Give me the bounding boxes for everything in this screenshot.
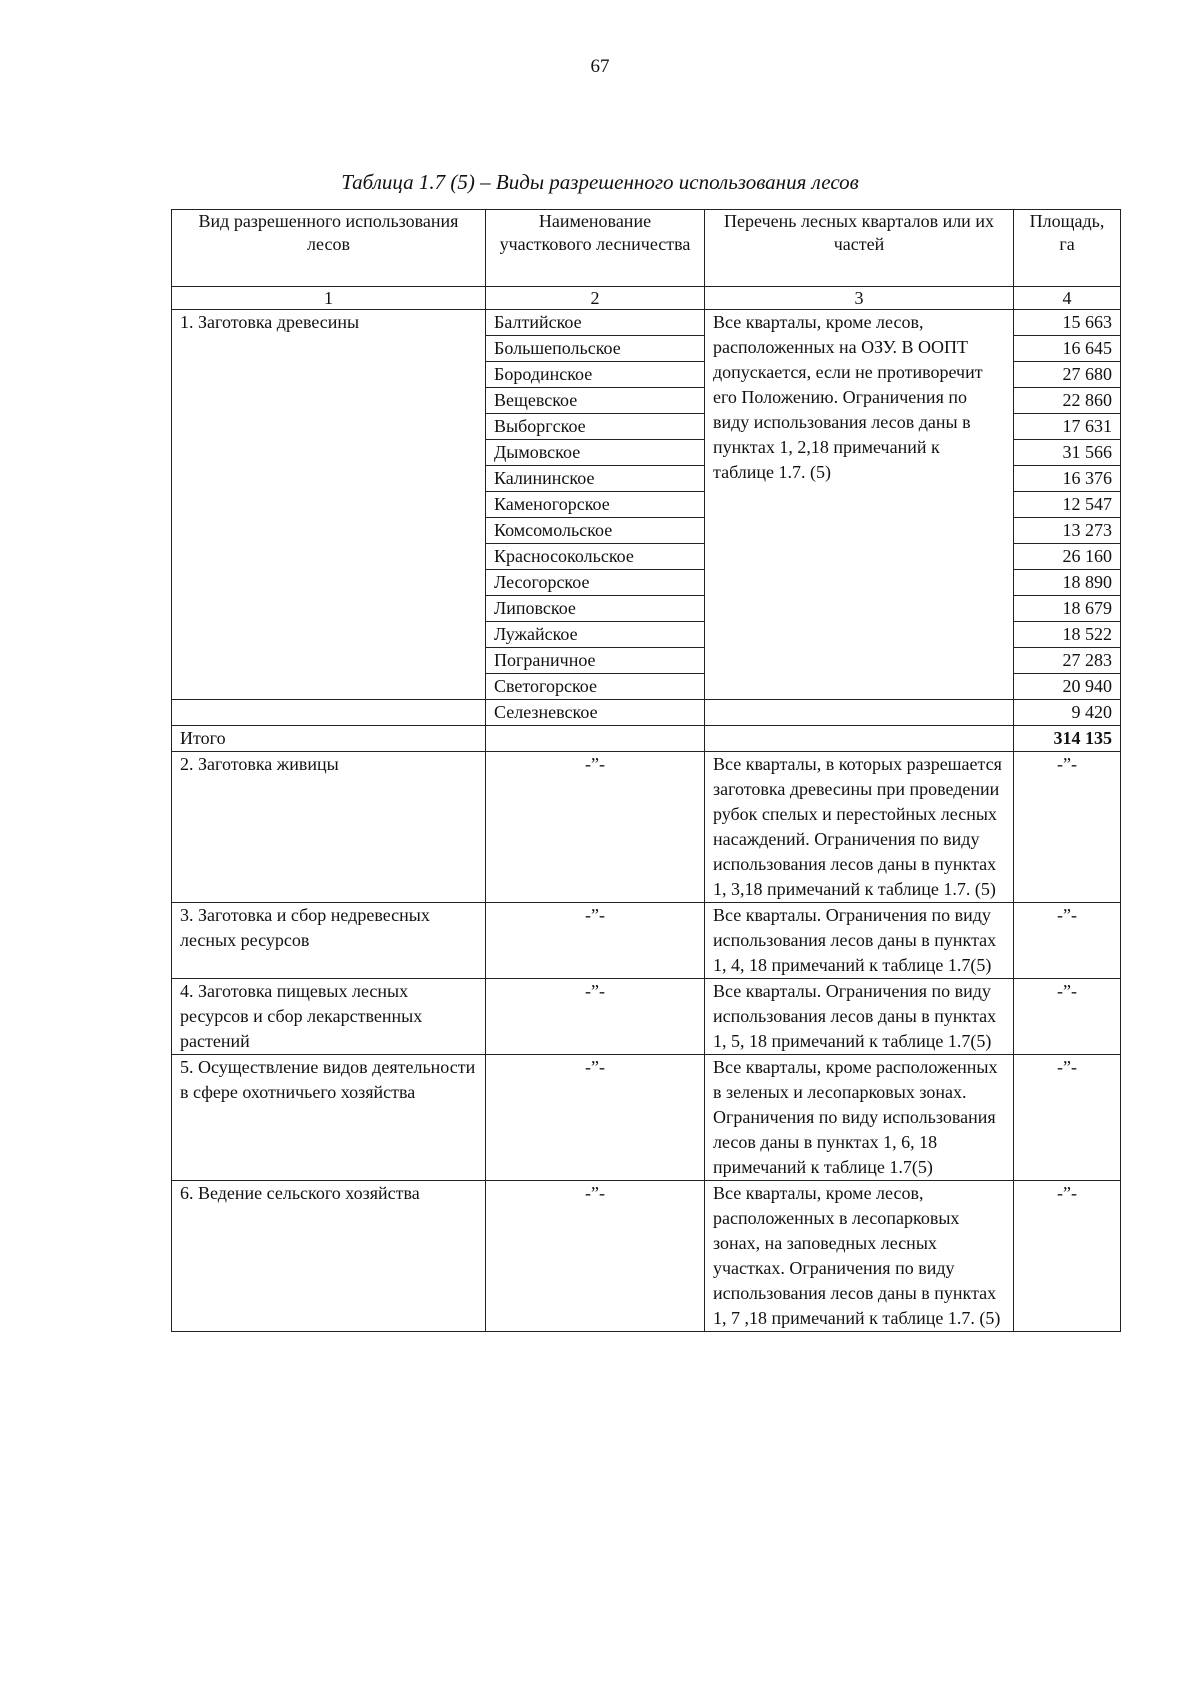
forestry-name: Бородинское	[486, 362, 705, 388]
total-row	[172, 726, 1121, 752]
usage-type: 6. Ведение сельского хозяйства	[172, 1181, 486, 1332]
quarters-description: Все кварталы, кроме лесов, расположенных в лесопарковых зонах, на заповедных лесных участках. Ограничения по виду использования лесов даны в пунктах 1, 7 ,18 примечаний к таблице 1.7. (5)	[705, 1181, 1014, 1332]
ditto-mark: -”-	[1014, 752, 1121, 903]
area-value: 20 940	[1014, 674, 1121, 700]
ditto-mark: -”-	[1014, 1181, 1121, 1332]
forestry-name: Липовское	[486, 596, 705, 622]
header-row	[172, 210, 1121, 287]
usage-type: 2. Заготовка живицы	[172, 752, 486, 903]
forestry-name: Комсомольское	[486, 518, 705, 544]
table-row	[172, 752, 1121, 903]
forestry-name: Большепольское	[486, 336, 705, 362]
header-forestry: Наименование участкового лесничества	[486, 210, 705, 287]
area-value: 15 663	[1014, 310, 1121, 336]
column-number: 3	[705, 287, 1014, 310]
forestry-name: Лесогорское	[486, 570, 705, 596]
forestry-name: Дымовское	[486, 440, 705, 466]
forestry-name: Выборгское	[486, 414, 705, 440]
forestry-name: Вещевское	[486, 388, 705, 414]
column-number: 1	[172, 287, 486, 310]
header-type: Вид разрешенного использования лесов	[172, 210, 486, 287]
area-value: 26 160	[1014, 544, 1121, 570]
ditto-mark: -”-	[1014, 903, 1121, 979]
forestry-name: Селезневское	[486, 700, 705, 726]
table-row	[172, 310, 1121, 336]
quarters-description: Все кварталы. Ограничения по виду использования лесов даны в пунктах 1, 5, 18 примечаний к таблице 1.7(5)	[705, 979, 1014, 1055]
quarters-description: Все кварталы. Ограничения по виду использования лесов даны в пунктах 1, 4, 18 примечаний к таблице 1.7(5)	[705, 903, 1014, 979]
ditto-mark: -”-	[1014, 979, 1121, 1055]
area-value: 31 566	[1014, 440, 1121, 466]
table-row	[172, 700, 1121, 726]
column-number: 2	[486, 287, 705, 310]
usage-type: 5. Осуществление видов деятельности в сфере охотничьего хозяйства	[172, 1055, 486, 1181]
area-value: 27 283	[1014, 648, 1121, 674]
forestry-name: Красносокольское	[486, 544, 705, 570]
ditto-mark: -”-	[486, 903, 705, 979]
ditto-mark: -”-	[486, 979, 705, 1055]
area-value: 18 890	[1014, 570, 1121, 596]
area-value: 18 522	[1014, 622, 1121, 648]
forestry-name: Балтийское	[486, 310, 705, 336]
area-value: 18 679	[1014, 596, 1121, 622]
area-value: 9 420	[1014, 700, 1121, 726]
forestry-name: Калининское	[486, 466, 705, 492]
column-number: 4	[1014, 287, 1121, 310]
usage-type: 3. Заготовка и сбор недревесных лесных ресурсов	[172, 903, 486, 979]
forestry-name: Пограничное	[486, 648, 705, 674]
table-caption: Таблица 1.7 (5) – Виды разрешенного использования лесов	[341, 170, 859, 194]
quarters-description: Все кварталы, в которых разрешается заготовка древесины при проведении рубок спелых и перестойных лесных насаждений. Ограничения по виду использования лесов даны в пунктах 1, 3,18 примечаний к таблице 1.7. (5)	[705, 752, 1014, 903]
header-area: Площадь, га	[1014, 210, 1121, 287]
area-value: 16 645	[1014, 336, 1121, 362]
table-row	[172, 979, 1121, 1055]
ditto-mark: -”-	[486, 1181, 705, 1332]
forestry-name: Лужайское	[486, 622, 705, 648]
area-value: 13 273	[1014, 518, 1121, 544]
page-number: 67	[590, 56, 610, 77]
total-label: Итого	[172, 726, 486, 752]
area-value: 27 680	[1014, 362, 1121, 388]
area-value: 17 631	[1014, 414, 1121, 440]
quarters-empty	[705, 700, 1014, 726]
quarters-description: Все кварталы, кроме лесов, расположенных на ОЗУ. В ООПТ допускается, если не противоречит его Положению. Ограничения по виду использования лесов даны в пунктах 1, 2,18 примечаний к таблице 1.7. (5)	[705, 310, 1014, 700]
area-value: 12 547	[1014, 492, 1121, 518]
total-empty	[705, 726, 1014, 752]
header-quarters: Перечень лесных кварталов или их частей	[705, 210, 1014, 287]
quarters-description: Все кварталы, кроме расположенных в зеленых и лесопарковых зонах. Ограничения по виду использования лесов даны в пунктах 1, 6, 18 примечаний к таблице 1.7(5)	[705, 1055, 1014, 1181]
forestry-name: Каменогорское	[486, 492, 705, 518]
area-value: 16 376	[1014, 466, 1121, 492]
table-row	[172, 1181, 1121, 1332]
table-row	[172, 903, 1121, 979]
total-value: 314 135	[1014, 726, 1121, 752]
usage-type: 4. Заготовка пищевых лесных ресурсов и сбор лекарственных растений	[172, 979, 486, 1055]
usage-type-empty	[172, 700, 486, 726]
column-numbers-row	[172, 287, 1121, 310]
total-empty	[486, 726, 705, 752]
forestry-name: Светогорское	[486, 674, 705, 700]
table-row	[172, 1055, 1121, 1181]
ditto-mark: -”-	[486, 752, 705, 903]
forest-use-table	[171, 209, 1121, 1332]
ditto-mark: -”-	[486, 1055, 705, 1181]
ditto-mark: -”-	[1014, 1055, 1121, 1181]
area-value: 22 860	[1014, 388, 1121, 414]
usage-type: 1. Заготовка древесины	[172, 310, 486, 700]
